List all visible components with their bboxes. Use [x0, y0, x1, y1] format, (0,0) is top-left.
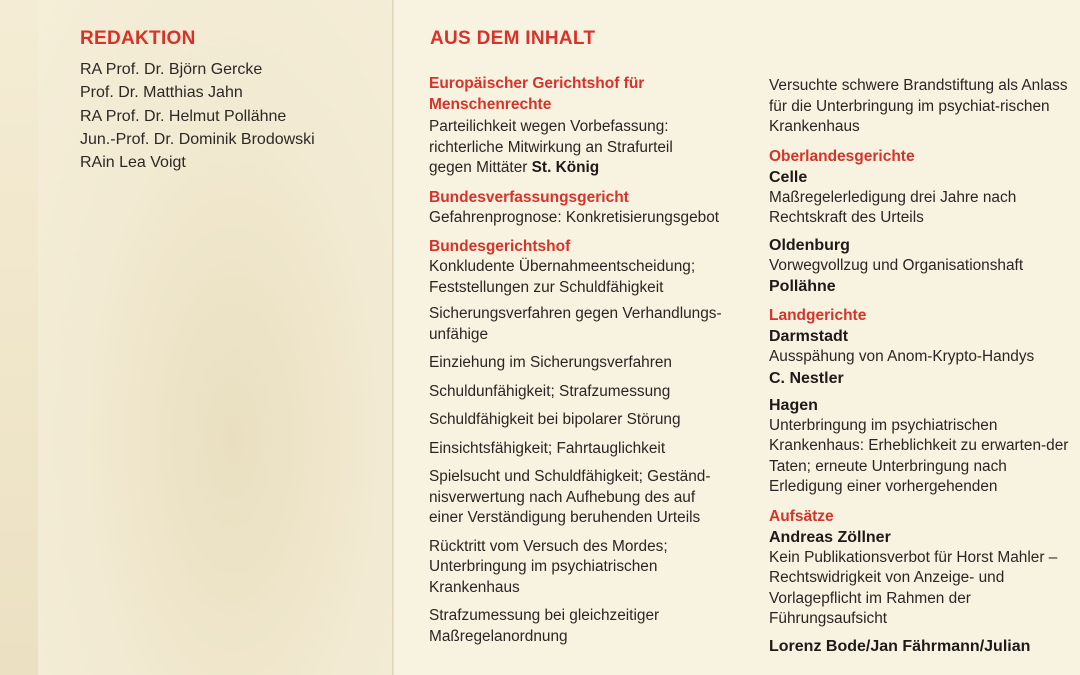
redaktion-member: RAin Lea Voigt: [80, 154, 186, 172]
court-name: Darmstadt: [769, 328, 849, 345]
contents-entry: Strafzumessung bei gleichzeitiger Maßregelanordnung: [429, 607, 660, 645]
section-heading-aufsaetze: Aufsätze: [769, 507, 834, 525]
redaktion-member: Prof. Dr. Matthias Jahn: [80, 84, 243, 102]
contents-entry: Schuldunfähigkeit; Strafzumessung: [429, 382, 671, 400]
section-heading-bgh: Bundesgerichtshof: [429, 238, 571, 255]
section-heading-lg: Landgerichte: [769, 307, 867, 324]
contents-entry: Sicherungsverfahren gegen Verhandlungs-unfähige: [429, 305, 722, 343]
entry-author: Pollähne: [769, 278, 836, 295]
entry-text: Parteilichkeit wegen Vorbefassung: richterliche Mitwirkung an Strafurteil gegen Mittäter: [429, 118, 673, 176]
court-name: Hagen: [769, 396, 818, 414]
redaktion-member: RA Prof. Dr. Björn Gercke: [80, 61, 263, 78]
contents-entry: Versuchte schwere Brandstiftung als Anlass für die Unterbringung im psychiat-rischen Krankenhaus: [769, 77, 1068, 135]
contents-column-left: [429, 73, 739, 647]
contents-entry: Einziehung im Sicherungsverfahren: [429, 354, 672, 371]
entry-author: C. Nestler: [769, 369, 844, 387]
section-heading-bverfg: Bundesverfassungsgericht: [429, 188, 629, 206]
contents-entry: Unterbringung im psychiatrischen Krankenhaus: Erheblichkeit zu erwarten-der Taten; erneute Unterbringung nach Erledigung einer vorhergehenden: [769, 416, 1069, 495]
contents-entry: Maßregelerledigung drei Jahre nach Rechtskraft des Urteils: [769, 188, 1017, 226]
contents-entry: Kein Publikationsverbot für Horst Mahler – Rechtswidrigkeit von Anzeige- und Vorlagepflicht im Rahmen der Führungsaufsicht: [769, 548, 1058, 627]
entry-author: St. König: [531, 159, 600, 176]
court-name: Oldenburg: [769, 236, 850, 254]
article-author: Andreas Zöllner: [769, 528, 891, 546]
contents-entry: Vorwegvollzug und Organisationshaft: [769, 256, 1024, 274]
contents-entry: [429, 117, 719, 179]
inhalt-title: AUS DEM INHALT: [430, 28, 596, 49]
redaktion-title: REDAKTION: [80, 28, 196, 49]
contents-entry: Schuldfähigkeit bei bipolarer Störung: [429, 411, 681, 428]
section-heading-olg: Oberlandesgerichte: [769, 147, 915, 165]
contents-column-right: [769, 76, 1069, 657]
court-name: Celle: [769, 168, 808, 186]
contents-entry: Rücktritt vom Versuch des Mordes; Unterbringung im psychiatrischen Krankenhaus: [429, 537, 668, 596]
section-heading-egmr: Europäischer Gerichtshof für Menschenrechte: [429, 75, 645, 113]
redaktion-list: [80, 58, 315, 174]
article-author: Lorenz Bode/Jan Fährmann/Julian: [769, 637, 1031, 655]
contents-entry: Konkludente Übernahmeentscheidung; Feststellungen zur Schuldfähigkeit: [429, 258, 696, 296]
contents-entry: Ausspähung von Anom-Krypto-Handys: [769, 348, 1035, 365]
redaktion-member: RA Prof. Dr. Helmut Pollähne: [80, 107, 287, 125]
redaktion-member: Jun.-Prof. Dr. Dominik Brodowski: [80, 130, 315, 148]
contents-entry: Spielsucht und Schuldfähigkeit; Geständ-nisverwertung nach Aufhebung des auf einer Verständigung beruhenden Urteils: [429, 468, 711, 526]
contents-entry: Einsichtsfähigkeit; Fahrtauglichkeit: [429, 439, 666, 457]
contents-entry: Gefahrenprognose: Konkretisierungsgebot: [429, 208, 720, 226]
